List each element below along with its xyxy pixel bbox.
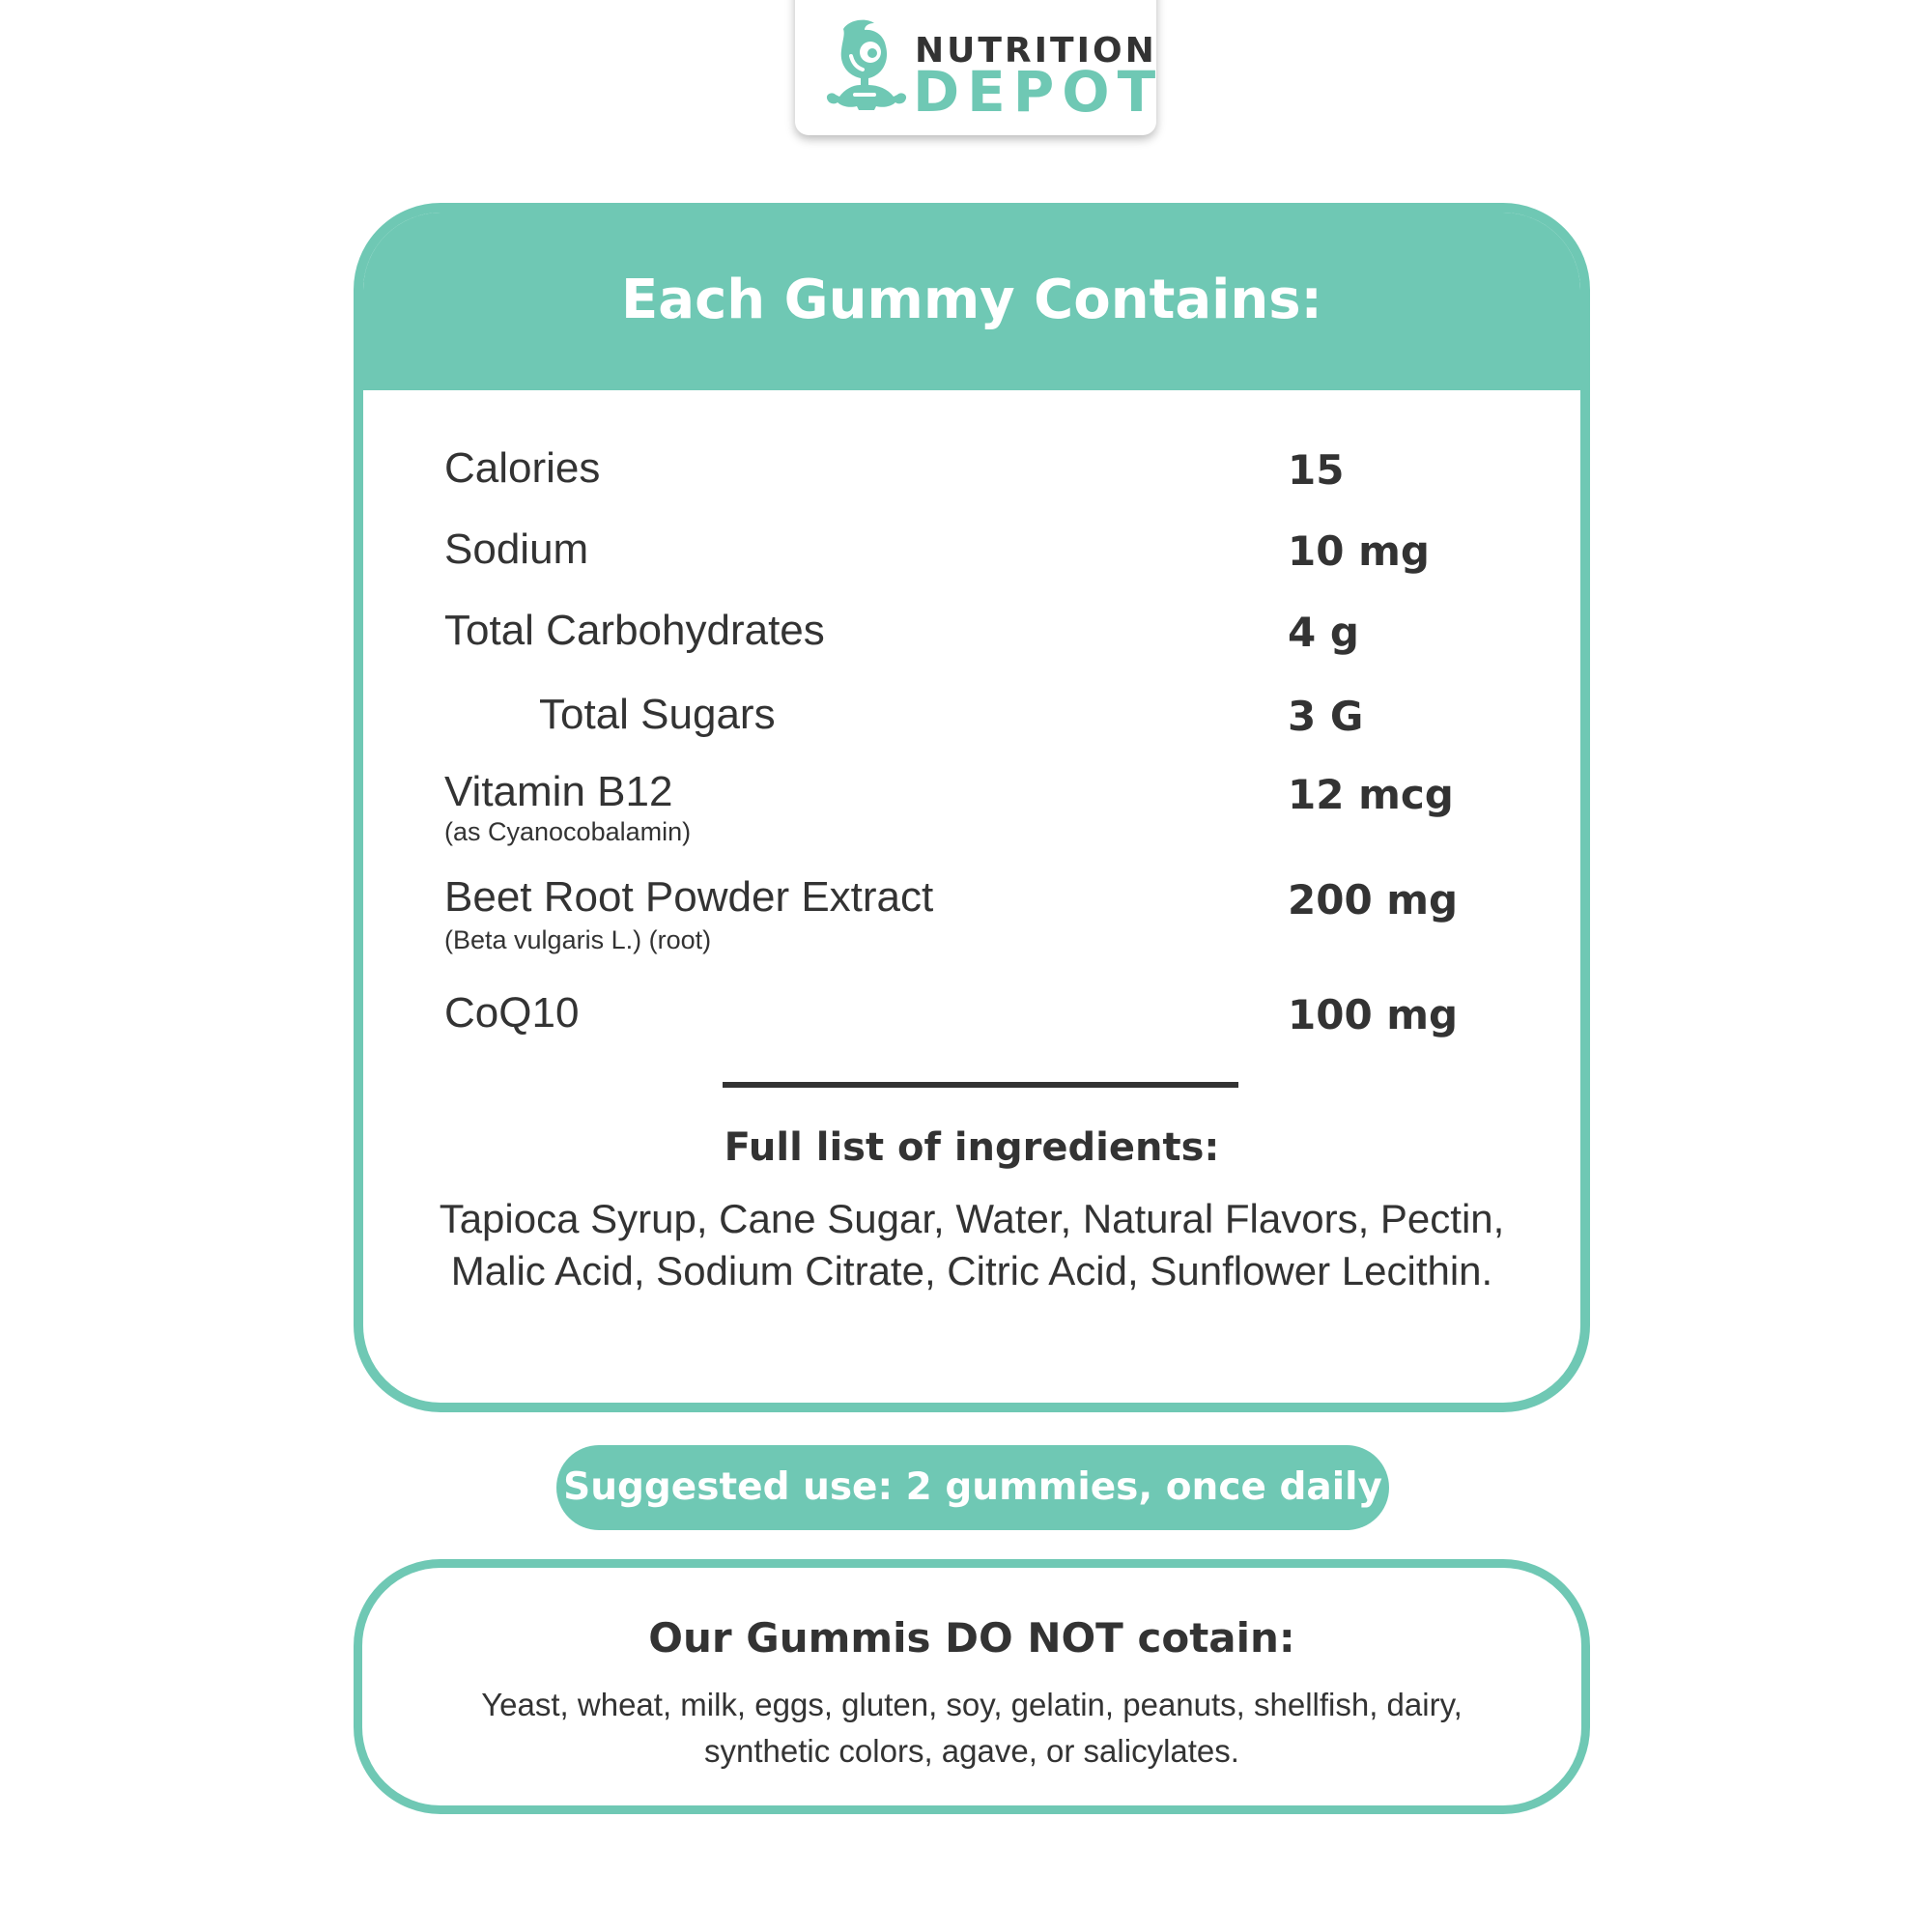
row-label-sodium: Sodium <box>444 526 589 573</box>
divider <box>723 1082 1238 1088</box>
allergen-free-title: Our Gummis DO NOT cotain: <box>648 1614 1295 1662</box>
nutrition-panel <box>354 203 1590 1412</box>
brand-logo <box>795 0 1164 135</box>
row-value-total-carbohydrates: 4 g <box>1288 609 1359 656</box>
row-label-total-carbohydrates: Total Carbohydrates <box>444 607 825 654</box>
row-value-vitamin-b12: 12 mcg <box>1288 771 1454 818</box>
panel-header <box>363 213 1580 390</box>
logo-wordmark-top: NUTRITION <box>915 31 1157 71</box>
ingredients-title: Full list of ingredients: <box>724 1125 1220 1170</box>
panel-title: Each Gummy Contains: <box>621 269 1322 331</box>
row-sub-vitamin-b12: (as Cyanocobalamin) <box>444 817 692 846</box>
row-label-vitamin-b12: Vitamin B12 <box>444 768 673 815</box>
allergen-free-text: Yeast, wheat, milk, eggs, gluten, soy, gelatin, peanuts, shellfish, dairy, synthetic colors, agave, or salicylates. <box>481 1687 1463 1769</box>
row-value-calories: 15 <box>1288 446 1345 494</box>
row-label-beet-root: Beet Root Powder Extract <box>444 873 934 921</box>
row-value-total-sugars: 3 G <box>1288 693 1364 740</box>
row-label-total-sugars: Total Sugars <box>539 691 776 738</box>
row-label-coq10: CoQ10 <box>444 989 580 1037</box>
row-value-beet-root: 200 mg <box>1288 876 1459 923</box>
row-value-sodium: 10 mg <box>1288 527 1430 575</box>
row-label-calories: Calories <box>444 444 601 492</box>
suggested-use-badge: Suggested use: 2 gummies, once daily <box>556 1445 1389 1530</box>
allergen-free-panel <box>354 1559 1590 1814</box>
mascot-icon <box>816 17 913 114</box>
logo-wordmark-bottom: DEPOT <box>913 59 1164 125</box>
row-value-coq10: 100 mg <box>1288 991 1459 1038</box>
row-sub-beet-root: (Beta vulgaris L.) (root) <box>444 925 712 954</box>
ingredients-text: Tapioca Syrup, Cane Sugar, Water, Natural Flavors, Pectin, Malic Acid, Sodium Citrate, Citric Acid, Sunflower Lecithin. <box>439 1196 1505 1293</box>
